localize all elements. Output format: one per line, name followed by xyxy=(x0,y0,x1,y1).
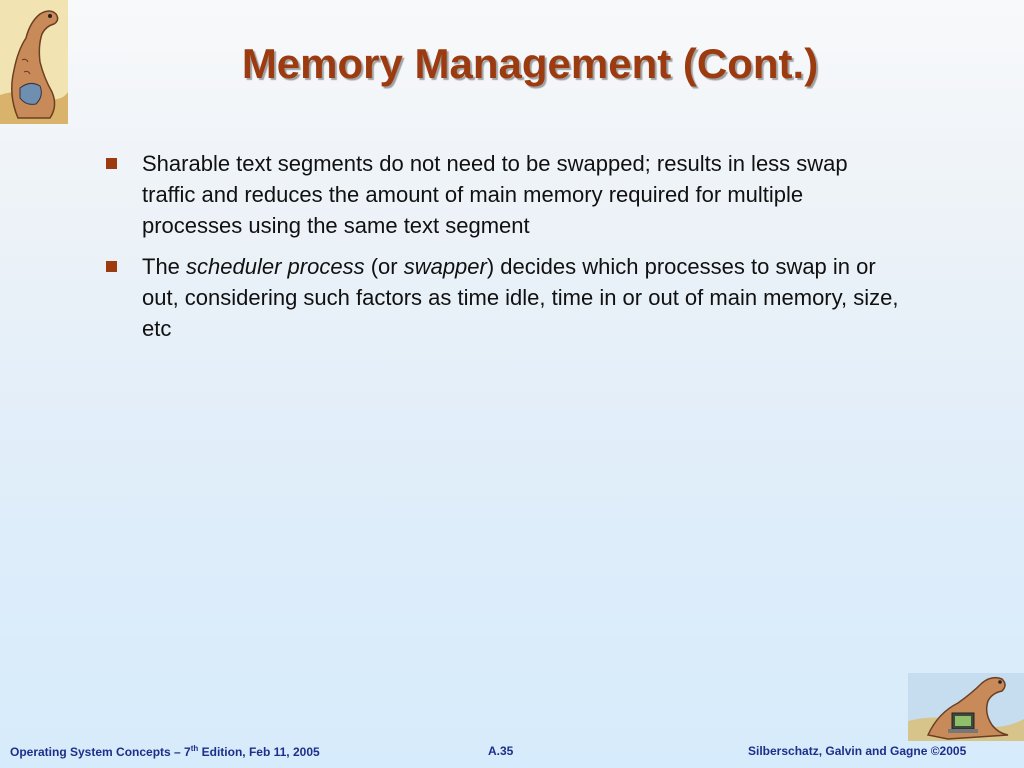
square-bullet-icon xyxy=(106,261,117,272)
bullet-list xyxy=(104,148,904,354)
slide-title: Memory Management (Cont.) xyxy=(241,40,819,87)
swapper-term: swapper xyxy=(403,254,487,279)
dinosaur-laptop-icon xyxy=(908,673,1024,741)
footer-course-sup: th xyxy=(190,744,199,753)
bullet-text-part: ) decides which processes to swap in or out, considering such factors as time idle, time in or out of main memory, size, etc xyxy=(142,254,899,341)
bullet-text: Sharable text segments do not need to be swapped; results in less swap traffic and reduces the amount of main memory required for multiple processes using the same text segment xyxy=(142,151,848,238)
footer-page-number: A.35 xyxy=(488,744,514,758)
list-item xyxy=(104,148,904,241)
square-bullet-icon xyxy=(106,158,117,169)
dinosaur-logo-icon xyxy=(0,0,68,124)
footer-copyright: Silberschatz, Galvin and Gagne ©2005 xyxy=(748,744,967,758)
footer-course-suffix: Edition, Feb 11, 2005 xyxy=(198,745,320,759)
bullet-text-part: The xyxy=(142,254,187,279)
footer-course-prefix: Operating System Concepts – 7 xyxy=(10,745,191,759)
scheduler-process-term: scheduler process xyxy=(186,254,365,279)
footer-course xyxy=(10,744,320,759)
list-item xyxy=(104,251,904,344)
bullet-text-part: (or xyxy=(364,254,404,279)
